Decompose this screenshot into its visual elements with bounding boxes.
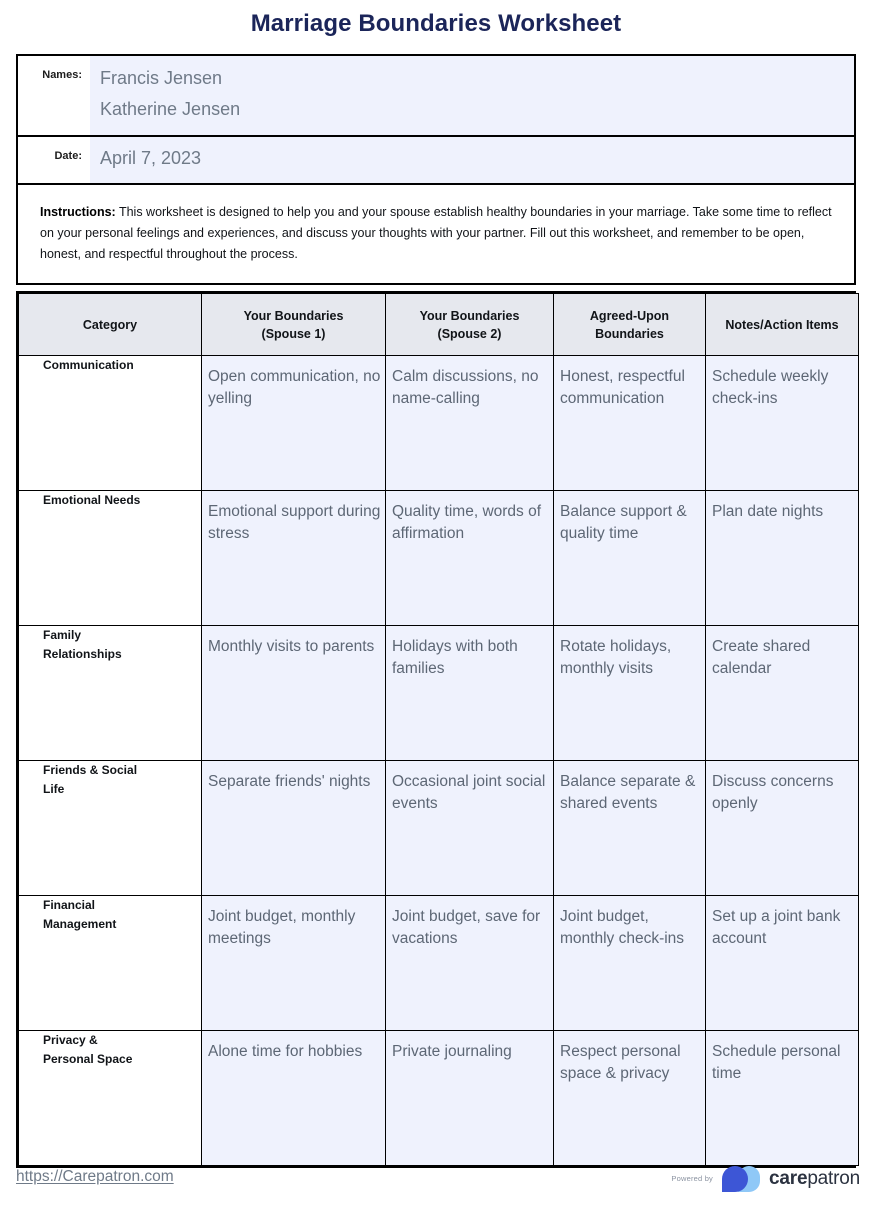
- names-label: Names:: [42, 69, 82, 81]
- column-header-notes-line-1: Notes/Action Items: [725, 317, 839, 332]
- table-head: [19, 294, 859, 356]
- cell-agreed[interactable]: Respect personal space & privacy: [554, 1031, 706, 1166]
- column-header-spouse1: [202, 294, 386, 356]
- column-header-agreed-line-2: Boundaries: [595, 326, 664, 341]
- category-line: Personal Space: [43, 1052, 133, 1066]
- carepatron-branding: [671, 1164, 860, 1194]
- instructions-label: Instructions:: [40, 205, 116, 219]
- table-body: [19, 356, 859, 1166]
- table-row: [19, 491, 859, 626]
- category-line: Management: [43, 917, 117, 931]
- cell-notes[interactable]: Schedule personal time: [706, 1031, 859, 1166]
- category-line: Life: [43, 782, 65, 796]
- cell-spouse2[interactable]: Holidays with both families: [386, 626, 554, 761]
- page-title: Marriage Boundaries Worksheet: [250, 10, 622, 37]
- instructions-body: This worksheet is designed to help you and your spouse establish healthy boundaries in your marriage. Take some time to reflect on your personal feelings and experiences, and discuss your thoughts with your partner. Fill out this worksheet, and remember to be open, honest, and respectful throughout the process.: [40, 205, 832, 261]
- row-category-emotional-needs: [19, 491, 202, 626]
- powered-by-label: Powered by: [671, 1174, 714, 1183]
- column-header-spouse1-line-1: Your Boundaries: [243, 308, 344, 323]
- wordmark-care: care: [769, 1168, 808, 1189]
- date-label: Date:: [54, 150, 82, 162]
- table-row: [19, 356, 859, 491]
- category-line: Emotional Needs: [43, 493, 141, 507]
- column-header-spouse1-line-2: (Spouse 1): [261, 326, 326, 341]
- names-value-line-1: Francis Jensen: [100, 68, 223, 88]
- cell-spouse2[interactable]: Joint budget, save for vacations: [386, 896, 554, 1031]
- carepatron-wordmark: [769, 1169, 860, 1189]
- category-line: Family: [43, 628, 82, 642]
- names-value-line-2: Katherine Jensen: [100, 99, 241, 119]
- column-header-spouse2-line-1: Your Boundaries: [419, 308, 520, 323]
- page-footer: [0, 1158, 872, 1208]
- row-category-friends-social-life: [19, 761, 202, 896]
- row-category-communication: [19, 356, 202, 491]
- column-header-notes: [706, 294, 859, 356]
- names-field-row: [18, 56, 854, 135]
- logo-dark-droplet-shape: [722, 1166, 748, 1192]
- cell-agreed[interactable]: Balance support & quality time: [554, 491, 706, 626]
- boundaries-table: [18, 293, 859, 1166]
- column-header-spouse2-line-2: (Spouse 2): [437, 326, 502, 341]
- column-header-agreed: [554, 294, 706, 356]
- cell-spouse2[interactable]: Private journaling: [386, 1031, 554, 1166]
- cell-notes[interactable]: Schedule weekly check-ins: [706, 356, 859, 491]
- instructions-box: [16, 185, 856, 285]
- date-field-row: [18, 135, 854, 183]
- column-header-agreed-line-1: Agreed-Upon: [589, 308, 670, 323]
- cell-spouse1[interactable]: Joint budget, monthly meetings: [202, 896, 386, 1031]
- row-category-family-relationships: [19, 626, 202, 761]
- table-row: [19, 626, 859, 761]
- column-header-category: [19, 294, 202, 356]
- category-line: Relationships: [43, 647, 122, 661]
- carepatron-logo-icon: [720, 1164, 762, 1194]
- names-value[interactable]: [90, 56, 854, 135]
- identity-block: [16, 54, 856, 185]
- cell-spouse1[interactable]: Separate friends' nights: [202, 761, 386, 896]
- table-row: [19, 896, 859, 1031]
- cell-spouse2[interactable]: Occasional joint social events: [386, 761, 554, 896]
- cell-notes[interactable]: Discuss concerns openly: [706, 761, 859, 896]
- cell-agreed[interactable]: Joint budget, monthly check-ins: [554, 896, 706, 1031]
- row-category-financial-management: [19, 896, 202, 1031]
- cell-spouse2[interactable]: Quality time, words of affirmation: [386, 491, 554, 626]
- cell-spouse2[interactable]: Calm discussions, no name-calling: [386, 356, 554, 491]
- category-line: Privacy &: [43, 1033, 98, 1047]
- wordmark-patron: patron: [807, 1168, 860, 1189]
- cell-spouse1[interactable]: Open communication, no yelling: [202, 356, 386, 491]
- cell-spouse1[interactable]: Monthly visits to parents: [202, 626, 386, 761]
- boundaries-table-wrap: [16, 291, 856, 1168]
- cell-notes[interactable]: Plan date nights: [706, 491, 859, 626]
- category-line: Financial: [43, 898, 96, 912]
- row-category-privacy-personal-space: [19, 1031, 202, 1166]
- instructions-text: [40, 202, 832, 265]
- column-header-spouse2: [386, 294, 554, 356]
- cell-agreed[interactable]: Honest, respectful communication: [554, 356, 706, 491]
- date-value-line-1: April 7, 2023: [100, 148, 202, 168]
- date-value[interactable]: [90, 137, 854, 183]
- carepatron-url-link[interactable]: https://Carepatron.com: [16, 1168, 174, 1185]
- table-row: [19, 1031, 859, 1166]
- column-header-category-line-1: Category: [82, 317, 138, 332]
- table-header-row: [19, 294, 859, 356]
- cell-agreed[interactable]: Rotate holidays, monthly visits: [554, 626, 706, 761]
- table-row: [19, 761, 859, 896]
- category-line: Friends & Social: [43, 763, 138, 777]
- cell-agreed[interactable]: Balance separate & shared events: [554, 761, 706, 896]
- category-line: Communication: [43, 358, 134, 372]
- cell-notes[interactable]: Create shared calendar: [706, 626, 859, 761]
- cell-spouse1[interactable]: Alone time for hobbies: [202, 1031, 386, 1166]
- cell-notes[interactable]: Set up a joint bank account: [706, 896, 859, 1031]
- cell-spouse1[interactable]: Emotional support during stress: [202, 491, 386, 626]
